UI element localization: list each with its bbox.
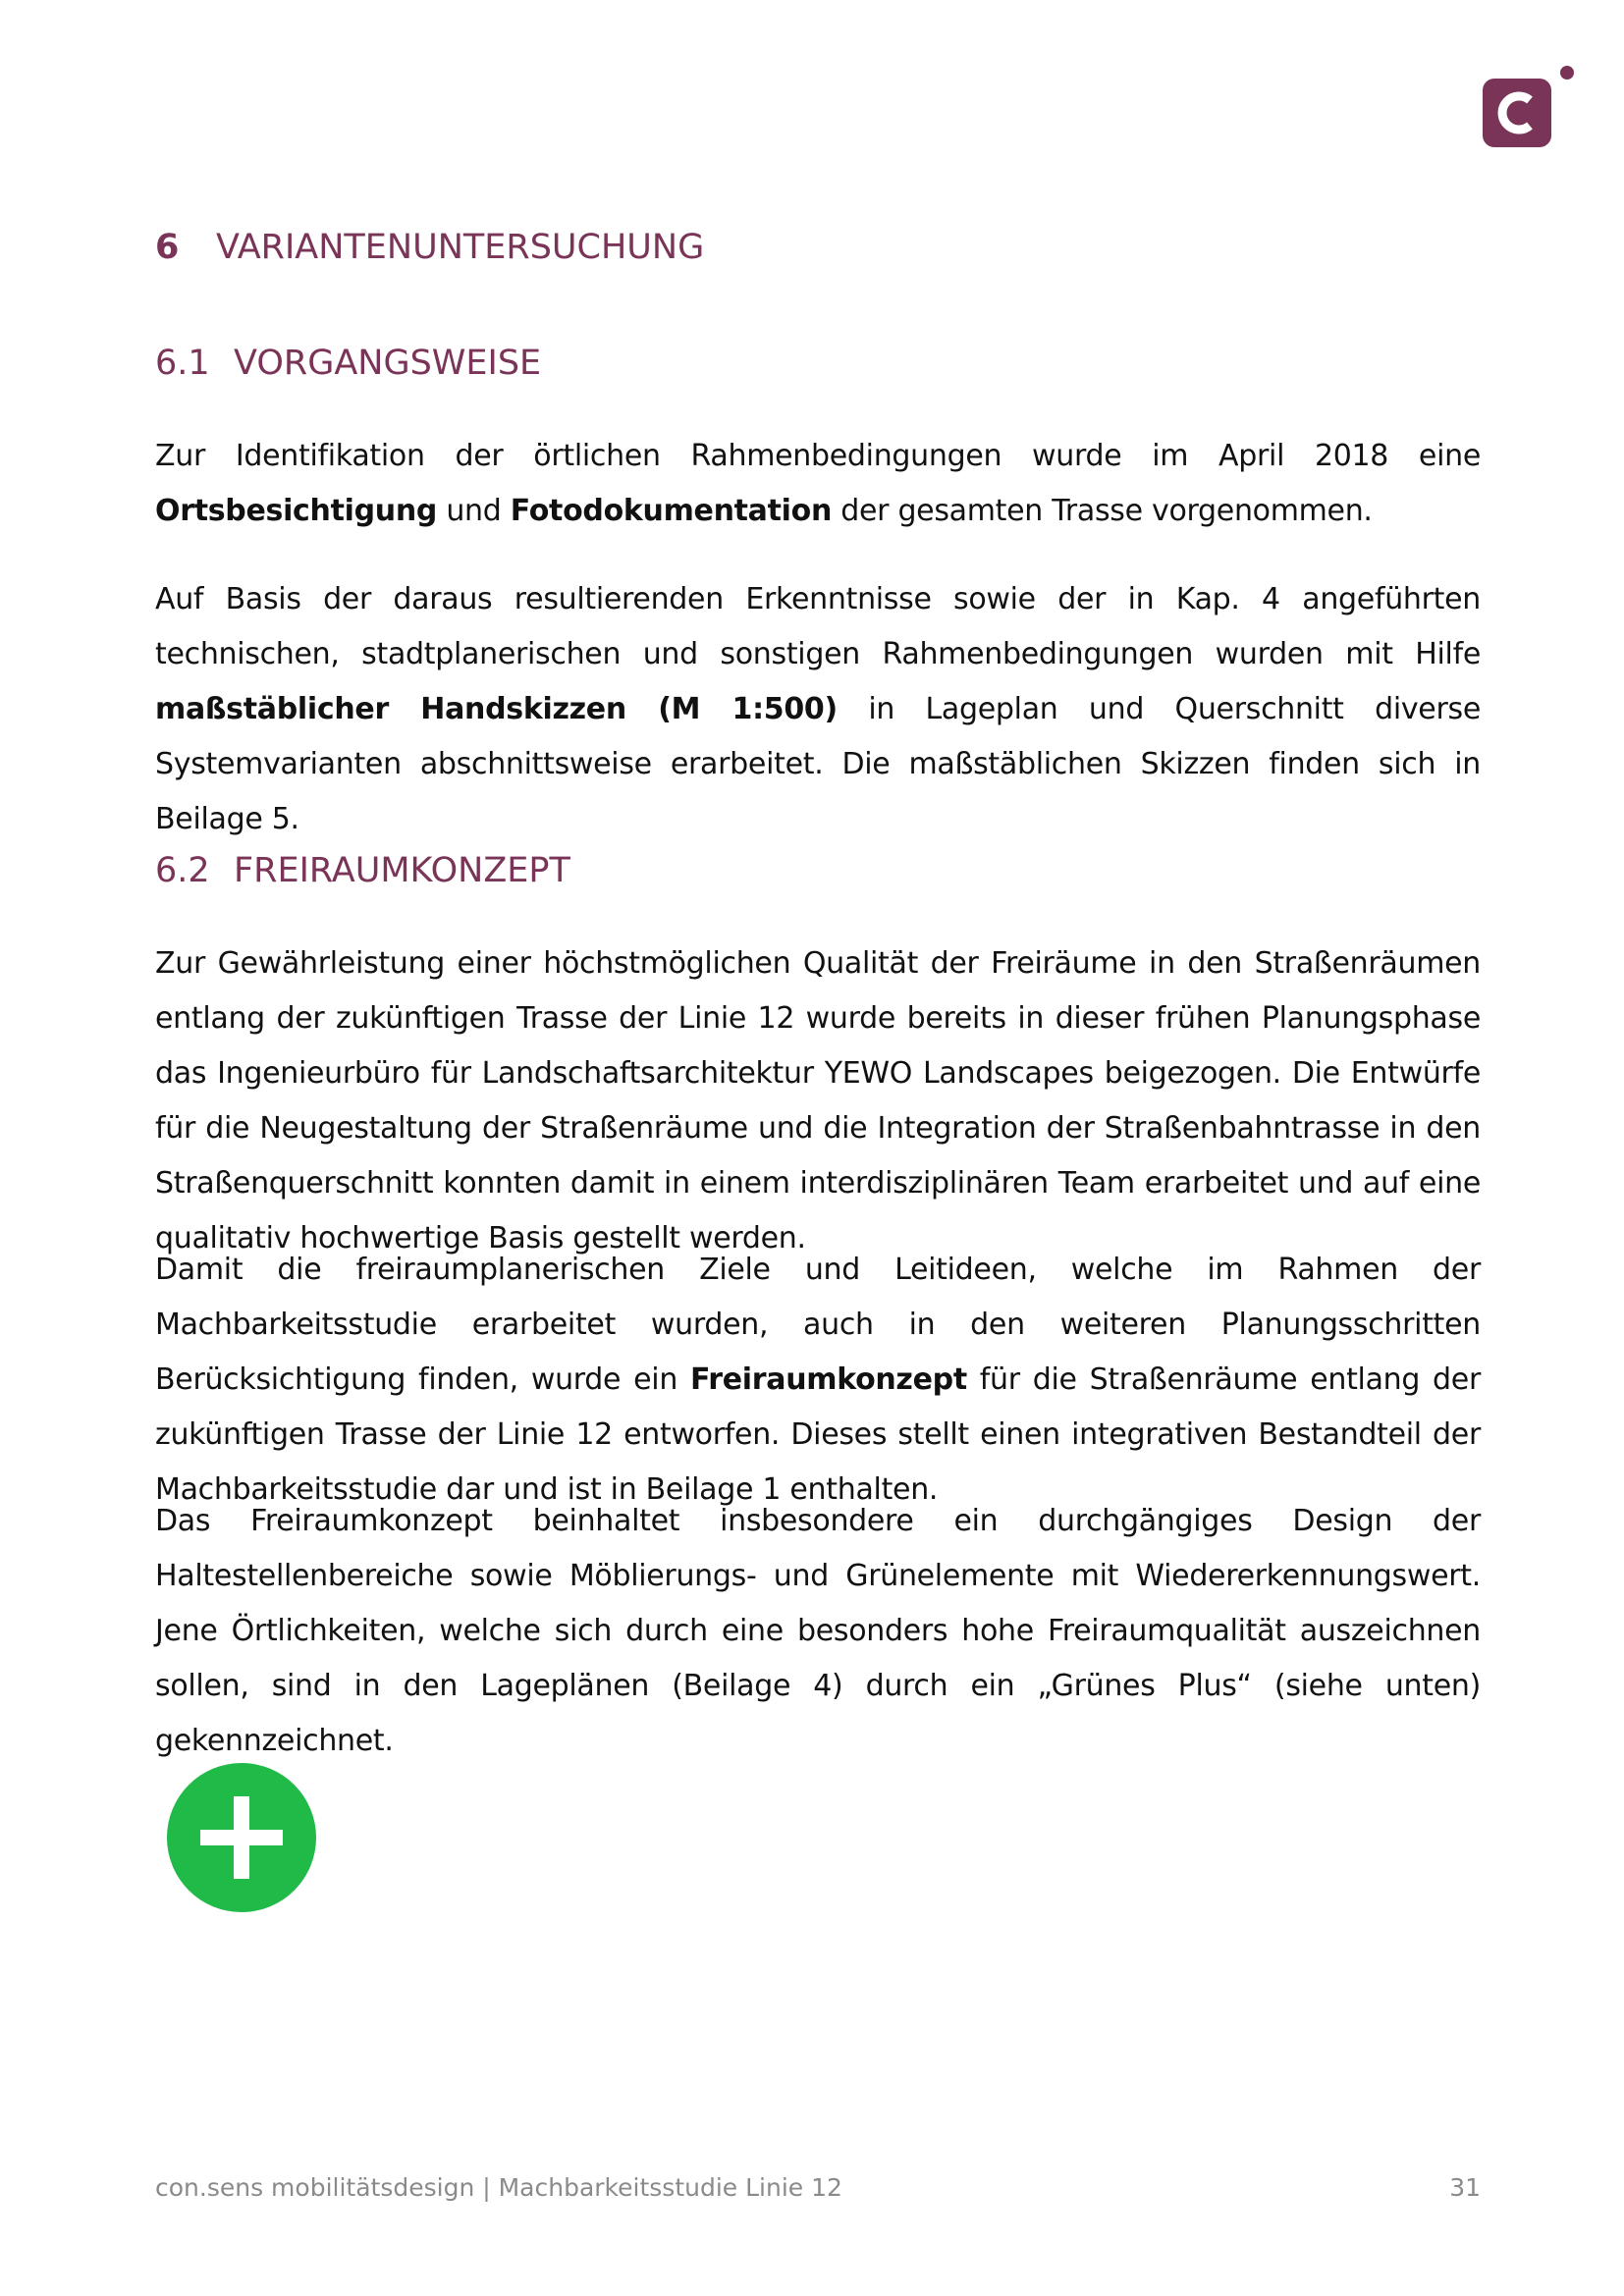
section-number: 6.2: [155, 851, 210, 890]
page-number: 31: [1449, 2173, 1481, 2202]
section-heading-6-2: [155, 847, 570, 894]
footer-text: con.sens mobilitätsdesign | Machbarkeitsstudie Linie 12: [155, 2173, 842, 2202]
paragraph-4: Damit die freiraumplanerischen Ziele und Leitideen, welche im Rahmen der Machbarkeitsstudie erarbeitet wurden, auch in den weiteren Planungsschritten Berücksichtigung finden, wurde ein Freiraumkonzept für die Straßenräume entlang der zukünftigen Trasse der Linie 12 entworfen. Dieses stellt einen integrativen Bestandteil der Machbarkeitsstudie dar und ist in Beilage 1 enthalten.: [155, 1253, 1481, 1507]
paragraph-3: Zur Gewährleistung einer höchstmöglichen Qualität der Freiräume in den Straßenräumen entlang der zukünftigen Trasse der Linie 12 wurde bereits in dieser frühen Planungsphase das Ingenieurbüro für Landschaftsarchitektur YEWO Landscapes beigezogen. Die Entwürfe für die Neugestaltung der Straßenräume und die Integration der Straßenbahntrasse in den Straßenquerschnitt konnten damit in einem interdisziplinären Team erarbeitet und auf eine qualitativ hochwertige Basis gestellt werden.: [155, 946, 1481, 1255]
paragraph-5: Das Freiraumkonzept beinhaltet insbesondere ein durchgängiges Design der Haltestellenbereiche sowie Möblierungs- und Grünelemente mit Wiedererkennungswert. Jene Örtlichkeiten, welche sich durch eine besonders hohe Freiraumqualität auszeichnen sollen, sind in den Lageplänen (Beilage 4) durch ein „Grünes Plus“ (siehe unten) gekennzeichnet.: [155, 1504, 1481, 1758]
paragraph-1: Zur Identifikation der örtlichen Rahmenbedingungen wurde im April 2018 eine Ortsbesichtigung und Fotodokumentation der gesamten Trasse vorgenommen.: [155, 439, 1481, 528]
company-logo: [1483, 65, 1575, 147]
section-title: FREIRAUMKONZEPT: [234, 851, 570, 890]
chapter-title: VARIANTENUNTERSUCHUNG: [216, 228, 705, 267]
section-title: VORGANGSWEISE: [234, 344, 542, 383]
section-number: 6.1: [155, 344, 210, 383]
green-plus-icon: [167, 1763, 316, 1912]
paragraph-2: Auf Basis der daraus resultierenden Erkenntnisse sowie der in Kap. 4 angeführten technischen, stadtplanerischen und sonstigen Rahmenbedingungen wurden mit Hilfe maßstäblicher Handskizzen (M 1:500) in Lageplan und Querschnitt diverse Systemvarianten abschnittsweise erarbeitet. Die maßstäblichen Skizzen finden sich in Beilage 5.: [155, 582, 1481, 836]
section-heading-6-1: [155, 340, 541, 387]
chapter-number: 6: [155, 228, 180, 267]
chapter-heading: [155, 224, 704, 271]
